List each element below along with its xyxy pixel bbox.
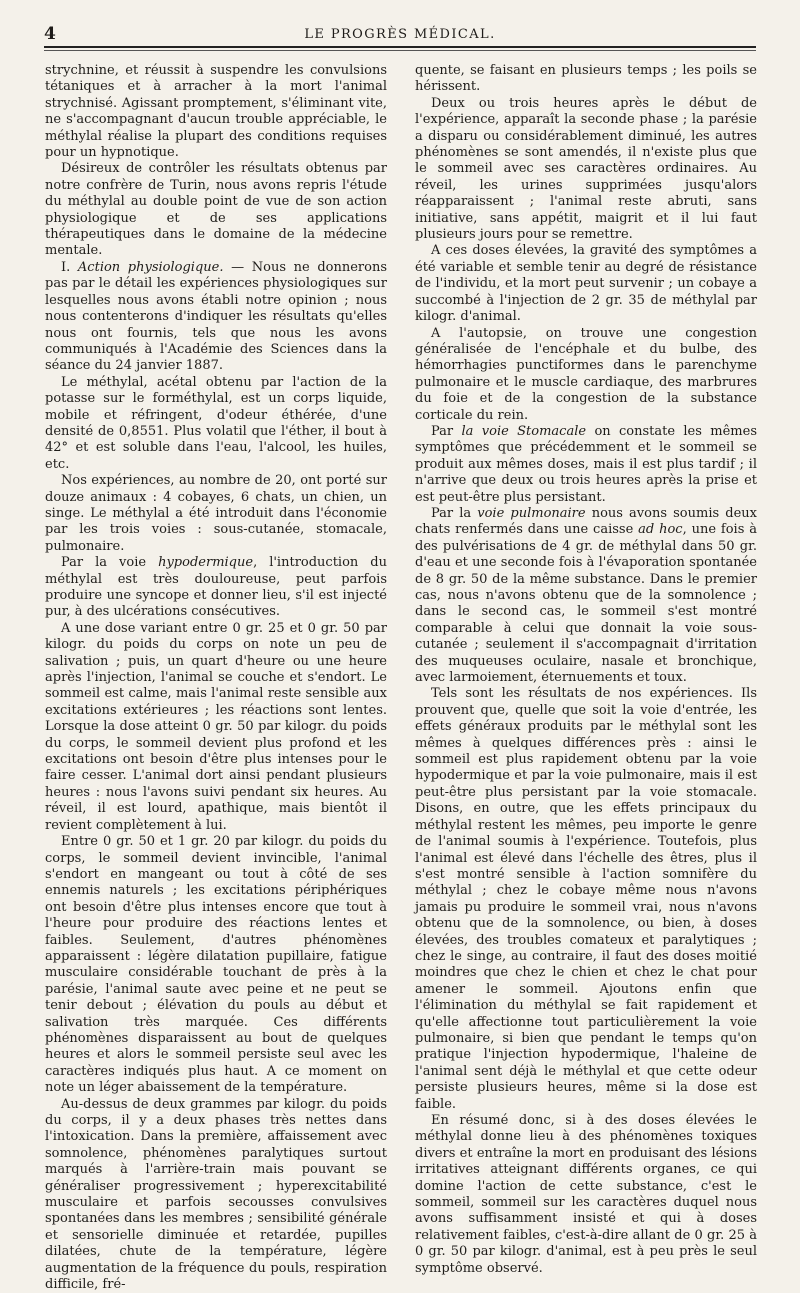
section-text: — Nous ne donnerons pas par le détail les expériences physiologiques sur lesquelles nous avons établi notre opinion ; nous nous contenterons d'indiquer les résultats qu'elles nous ont fournis, tels que nous les avons communiqués à l'Académie des Sciences dans la séance du 24 janvier 1887. [45,259,387,374]
section-title: Action physiologique. [77,259,224,275]
paragraph: Deux ou trois heures après le début de l'expérience, apparaît la seconde phase ; la parésie a disparu ou considérablement diminué, les autres phénomènes se sont amendés, il n'existe plus que le sommeil avec ses caractères ordinaires. Au réveil, les urines supprimées jusqu'alors réapparaissent ; l'animal reste abruti, sans initiative, sans appétit, maigrit et il lui faut plusieurs jours pour se remettre. [415,95,757,243]
paragraph: Nos expériences, au nombre de 20, ont porté sur douze animaux : 4 cobayes, 6 chats, un chien, un singe. Le méthylal a été introduit dans l'économie par les trois voies : sous-cutanée, stomacale, pulmonaire. [45,473,387,554]
paragraph: Au-dessus de deux grammes par kilogr. du poids du corps, il y a deux phases très nettes dans l'intoxication. Dans la première, affaissement avec somnolence, phénomènes paralytiques surtout marqués à l'arrière-train mais pouvant se généraliser progressivement ; hyperexcitabilité musculaire et parfois secousses convulsives spontanées dans les membres ; sensibilité générale et sensorielle diminuée et retardée, pupilles dilatées, chute de la température, légère augmentation de la fréquence du pouls, respiration difficile, fré- [45,1096,387,1293]
paragraph: Le méthylal, acétal obtenu par l'action de la potasse sur le forméthylal, est un corps liquide, mobile et réfringent, d'odeur éthérée, d'une densité de 0,8551. Plus volatil que l'éther, il bout à 42° et est soluble dans l'eau, l'alcool, les huiles, etc. [45,374,387,472]
running-title: LE PROGRÈS MÉDICAL. [304,27,496,42]
section-number: I. [61,259,71,275]
text-run: , l'introduction du méthylal est très douloureuse, peut parfois produire une syncope et donner lieu, s'il est injecté pur, à des ulcérations consécutives. [45,555,387,620]
paragraph: Tels sont les résultats de nos expériences. Ils prouvent que, quelle que soit la voie d'entrée, les effets généraux produits par le méthylal sont les mêmes à quelques différences près : ainsi le sommeil est plus rapidement obtenu par la voie hypodermique et par la voie pulmonaire, mais il est peut-être plus persistant par la voie stomacale. Disons, en outre, que les effets principaux du méthylal restent les mêmes, peu importe le genre de l'animal soumis à l'expérience. Toutefois, plus l'animal est élevé dans l'échelle des êtres, plus il s'est montré sensible à l'action somnifère du méthylal ; chez le cobaye même nous n'avons jamais pu produire le sommeil vrai, nous n'avons obtenu que de la somnolence, ou bien, à doses élevées, des troubles comateux et paralytiques ; chez le singe, au contraire, il faut des doses moitié moindres que chez le chien et chez le chat pour amener le sommeil. Ajoutons enfin que l'élimination du méthylal se fait rapidement et qu'elle affectionne tout particulièrement la voie pulmonaire, si bien que pendant le temps qu'on pratique l'injection hypodermique, l'haleine de l'animal sent déjà le méthylal et que cette odeur persiste plusieurs heures, même si la dose est faible. [415,686,757,1112]
paragraph: quente, se faisant en plusieurs temps ; les poils se hérissent. [415,63,757,95]
paragraph [45,555,387,621]
italic-term: ad hoc [638,522,683,538]
text-run: Par la [431,505,478,521]
section-paragraph [45,260,387,375]
text-run: , une fois à des pulvérisations de 4 gr. de méthylal dans 50 gr. d'eau et une seconde fois à l'évaporation spontanée de 8 gr. 50 de la même substance. Dans le premier cas, nous n'avons obtenu que de la somnolence ; dans le second cas, le sommeil s'est montré comparable à celui que donnait la voie sous-cutanée ; seulement il s'accompagnait d'irritation des muqueuses oculaire, nasale et bronchique, avec larmoiement, éternuements et toux. [415,522,758,686]
left-column [45,63,387,1293]
text-run: on constate les mêmes symptômes que précédemment et le sommeil se produit aux mêmes doses, mais il est plus tardif ; il n'arrive que deux ou trois heures après la prise et est peut-être plus persistant. [415,423,757,505]
header-rule-thin [44,50,756,51]
text-run: nous avons soumis deux chats renfermés dans une caisse [415,505,757,538]
paragraph: Désireux de contrôler les résultats obtenus par notre confrère de Turin, nous avons repris l'étude du méthylal au double point de vue de son action physiologique et de ses applications thérapeutiques dans le domaine de la médecine mentale. [45,161,387,259]
paragraph: A une dose variant entre 0 gr. 25 et 0 gr. 50 par kilogr. du poids du corps on note un peu de salivation ; puis, un quart d'heure ou une heure après l'injection, l'animal se couche et s'endort. Le sommeil est calme, mais l'animal reste sensible aux excitations extérieures ; les réactions sont lentes. Lorsque la dose atteint 0 gr. 50 par kilogr. du poids du corps, le sommeil devient plus profond et les excitations ont besoin d'être plus intenses pour le faire cesser. L'animal dort ainsi pendant plusieurs heures : nous l'avons suivi pendant six heures. Au réveil, il est lourd, apathique, mais bientôt il revient complètement à lui. [45,620,387,833]
paragraph: Entre 0 gr. 50 et 1 gr. 20 par kilogr. du poids du corps, le sommeil devient invincible, l'animal s'endort en mangeant ou tout à côté de ses ennemis naturels ; les excitations périphériques ont besoin d'être plus intenses encore que tout à l'heure pour produire des réactions lentes et faibles. Seulement, d'autres phénomènes apparaissent : légère dilatation pupillaire, fatigue musculaire considérable touchant de près à la parésie, l'animal saute avec peine et ne peut se tenir debout ; élévation du pouls au début et salivation très marquée. Ces différents phénomènes disparaissent au bout de quelques heures et alors le sommeil persiste seul avec les caractères indiqués plus haut. A ce moment on note un léger abaissement de la température. [45,834,387,1096]
paragraph: strychnine, et réussit à suspendre les convulsions tétaniques et à arracher à la mort l'animal strychnisé. Agissant promptement, s'éliminant vite, ne s'accompagnant d'aucun trouble appréciable, le méthylal réalise la plupart des conditions requises pour un hypnotique. [45,63,387,161]
italic-term: la voie Stomacale [461,423,587,439]
paragraph: A ces doses élevées, la gravité des symptômes a été variable et semble tenir au degré de résistance de l'individu, et la mort peut survenir ; un cobaye a succombé à l'injection de 2 gr. 35 de méthylal par kilogr. d'animal. [415,243,757,325]
italic-term: hypodermique [158,555,254,571]
paragraph [415,506,757,686]
page-number: 4 [44,24,56,44]
paragraph [415,424,757,506]
header-rule [44,46,756,48]
italic-term: voie pulmonaire [477,505,586,521]
right-column [415,63,758,1276]
paragraph: En résumé donc, si à des doses élevées le méthylal donne lieu à des phénomènes toxiques divers et entraîne la mort en produisant des lésions irritatives atteignant différents organes, ce qui domine l'action de cette substance, c'est le sommeil, sommeil sur les caractères duquel nous avons suffisamment insisté et qui à doses relativement faibles, c'est-à-dire allant de 0 gr. 25 à 0 gr. 50 par kilogr. d'animal, est à peu près le seul symptôme observé. [415,1113,757,1276]
text-run: Par [431,423,462,439]
paragraph: A l'autopsie, on trouve une congestion généralisée de l'encéphale et du bulbe, des hémorrhagies punctiformes dans le parenchyme pulmonaire et le muscle cardiaque, des marbrures du foie et de la congestion de la substance corticale du rein. [415,325,757,423]
page-header [44,22,756,46]
text-run: Par la voie [61,555,159,571]
